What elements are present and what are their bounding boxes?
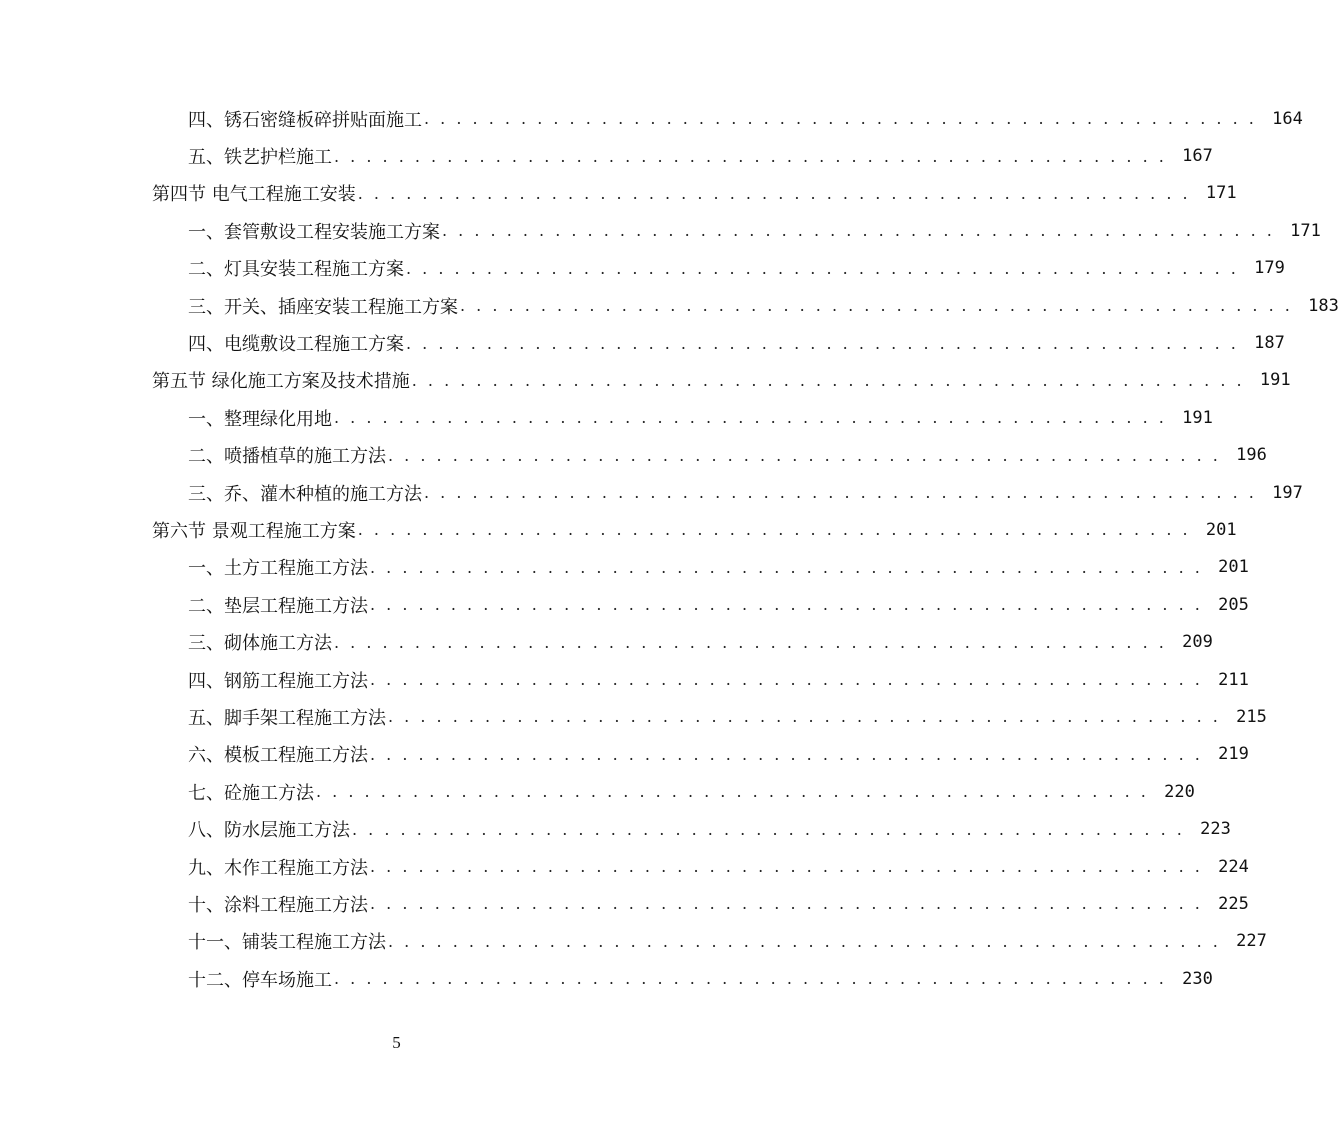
toc-entry-title: 第六节 景观工程施工方案: [152, 520, 356, 542]
toc-item-entry[interactable]: [0, 773, 1195, 810]
toc-entry-title: 三、砌体施工方法: [188, 633, 332, 655]
toc-item-entry[interactable]: [0, 399, 1213, 436]
toc-section-entry[interactable]: [0, 175, 1237, 212]
toc-item-entry[interactable]: [0, 287, 1339, 324]
toc-entry-title: 十、涂料工程施工方法: [188, 894, 368, 916]
toc-item-entry[interactable]: [0, 810, 1231, 847]
toc-entry-page: 191: [1259, 370, 1291, 391]
toc-entry-title: 四、锈石密缝板碎拼贴面施工: [188, 109, 422, 131]
toc-dot-leader: . . . . . . . . . . . . . . . . . . . . . . . . . . . . . . . . . . . . . . . . . . . . . . . . . . . .: [442, 221, 1275, 241]
toc-item-entry[interactable]: [0, 137, 1213, 174]
toc-dot-leader: . . . . . . . . . . . . . . . . . . . . . . . . . . . . . . . . . . . . . . . . . . . . . . . . . . . .: [424, 483, 1257, 503]
toc-entry-title: 二、喷播植草的施工方法: [188, 446, 386, 468]
toc-entry-title: 十一、铺装工程施工方法: [188, 932, 386, 954]
toc-entry-page: 230: [1182, 968, 1213, 989]
toc-dot-leader: . . . . . . . . . . . . . . . . . . . . . . . . . . . . . . . . . . . . . . . . . . . . . . . . . . . .: [357, 520, 1191, 540]
toc-entry-title: 三、乔、灌木种植的施工方法: [188, 483, 422, 505]
toc-entry-page: 167: [1182, 146, 1213, 167]
toc-entry-title: 二、垫层工程施工方法: [188, 595, 368, 617]
toc-dot-leader: . . . . . . . . . . . . . . . . . . . . . . . . . . . . . . . . . . . . . . . . . . . . . . . . . . . .: [334, 146, 1167, 166]
toc-item-entry[interactable]: [0, 100, 1303, 137]
toc-entry-title: 六、模板工程施工方法: [188, 745, 368, 767]
toc-entry-title: 一、套管敷设工程安装施工方案: [188, 221, 440, 243]
toc-dot-leader: . . . . . . . . . . . . . . . . . . . . . . . . . . . . . . . . . . . . . . . . . . . . . . . . . . . .: [424, 109, 1257, 129]
toc-entry-page: 196: [1236, 445, 1267, 466]
toc-item-entry[interactable]: [0, 885, 1249, 922]
toc-entry-page: 187: [1254, 333, 1285, 354]
toc-item-entry[interactable]: [0, 586, 1249, 623]
toc-item-entry[interactable]: [0, 324, 1285, 361]
toc-entry-title: 八、防水层施工方法: [188, 820, 350, 842]
toc-entry-title: 第五节 绿化施工方案及技术措施: [152, 371, 410, 393]
toc-dot-leader: . . . . . . . . . . . . . . . . . . . . . . . . . . . . . . . . . . . . . . . . . . . . . . . . . . . .: [406, 258, 1239, 278]
toc-entry-page: 211: [1218, 669, 1249, 690]
toc-entry-title: 四、电缆敷设工程施工方案: [188, 334, 404, 356]
toc-item-entry[interactable]: [0, 661, 1249, 698]
page-number: 5: [392, 1033, 401, 1052]
toc-dot-leader: . . . . . . . . . . . . . . . . . . . . . . . . . . . . . . . . . . . . . . . . . . . . . . . . . . . .: [357, 183, 1191, 203]
toc-item-entry[interactable]: [0, 736, 1249, 773]
toc-item-entry[interactable]: [0, 549, 1249, 586]
toc-dot-leader: . . . . . . . . . . . . . . . . . . . . . . . . . . . . . . . . . . . . . . . . . . . . . . . . . . . .: [334, 408, 1167, 428]
toc-entry-page: 223: [1200, 819, 1231, 840]
toc-dot-leader: . . . . . . . . . . . . . . . . . . . . . . . . . . . . . . . . . . . . . . . . . . . . . . . . . . . .: [388, 707, 1221, 727]
toc-dot-leader: . . . . . . . . . . . . . . . . . . . . . . . . . . . . . . . . . . . . . . . . . . . . . . . . . . . .: [352, 819, 1185, 839]
toc-item-entry[interactable]: [0, 212, 1321, 249]
toc-dot-leader: . . . . . . . . . . . . . . . . . . . . . . . . . . . . . . . . . . . . . . . . . . . . . . . . . . . .: [334, 632, 1167, 652]
toc-entry-title: 二、灯具安装工程施工方案: [188, 259, 404, 281]
toc-entry-page: 201: [1205, 519, 1237, 540]
toc-dot-leader: . . . . . . . . . . . . . . . . . . . . . . . . . . . . . . . . . . . . . . . . . . . . . . . . . . . .: [334, 969, 1167, 989]
toc-entry-title: 五、脚手架工程施工方法: [188, 707, 386, 729]
toc-item-entry[interactable]: [0, 623, 1213, 660]
toc-dot-leader: . . . . . . . . . . . . . . . . . . . . . . . . . . . . . . . . . . . . . . . . . . . . . . . . . . . .: [370, 595, 1203, 615]
toc-entry-page: 191: [1182, 407, 1213, 428]
toc-dot-leader: . . . . . . . . . . . . . . . . . . . . . . . . . . . . . . . . . . . . . . . . . . . . . . . . . . . .: [370, 857, 1203, 876]
toc-dot-leader: . . . . . . . . . . . . . . . . . . . . . . . . . . . . . . . . . . . . . . . . . . . . . . . . . . . .: [316, 782, 1149, 802]
toc-entry-page: 171: [1290, 220, 1321, 241]
toc-dot-leader: . . . . . . . . . . . . . . . . . . . . . . . . . . . . . . . . . . . . . . . . . . . . . . . . . . . .: [370, 670, 1203, 690]
toc-item-entry[interactable]: [0, 848, 1249, 885]
toc-section-entry[interactable]: [0, 362, 1291, 399]
toc-entry-page: 201: [1218, 557, 1249, 578]
toc-dot-leader: . . . . . . . . . . . . . . . . . . . . . . . . . . . . . . . . . . . . . . . . . . . . . . . . . . . .: [370, 894, 1203, 914]
table-of-contents: [0, 100, 1339, 997]
toc-entry-page: 179: [1254, 258, 1285, 279]
toc-entry-title: 九、木作工程施工方法: [188, 857, 368, 879]
toc-entry-title: 第四节 电气工程施工安装: [152, 184, 356, 206]
toc-item-entry[interactable]: [0, 923, 1267, 960]
toc-entry-title: 一、土方工程施工方法: [188, 558, 368, 580]
toc-entry-page: 197: [1272, 482, 1303, 503]
toc-entry-page: 205: [1218, 594, 1249, 615]
toc-entry-page: 183: [1308, 295, 1339, 316]
toc-entry-title: 十二、停车场施工: [188, 969, 332, 991]
toc-item-entry[interactable]: [0, 474, 1303, 511]
toc-dot-leader: . . . . . . . . . . . . . . . . . . . . . . . . . . . . . . . . . . . . . . . . . . . . . . . . . . . .: [460, 296, 1293, 316]
toc-item-entry[interactable]: [0, 437, 1267, 474]
toc-dot-leader: . . . . . . . . . . . . . . . . . . . . . . . . . . . . . . . . . . . . . . . . . . . . . . . . . . . .: [370, 744, 1203, 764]
toc-entry-page: 164: [1272, 108, 1303, 129]
toc-dot-leader: . . . . . . . . . . . . . . . . . . . . . . . . . . . . . . . . . . . . . . . . . . . . . . . . . . . .: [370, 557, 1203, 577]
toc-entry-page: 227: [1236, 931, 1267, 952]
toc-entry-page: 225: [1218, 893, 1249, 914]
toc-item-entry[interactable]: [0, 698, 1267, 735]
toc-dot-leader: . . . . . . . . . . . . . . . . . . . . . . . . . . . . . . . . . . . . . . . . . . . . . . . . . . . .: [388, 445, 1221, 465]
toc-entry-page: 224: [1218, 856, 1249, 877]
toc-entry-title: 三、开关、插座安装工程施工方案: [188, 296, 458, 318]
toc-entry-title: 四、钢筋工程施工方法: [188, 670, 368, 692]
toc-entry-page: 220: [1164, 781, 1195, 802]
toc-item-entry[interactable]: [0, 960, 1213, 997]
toc-entry-page: 219: [1218, 744, 1249, 765]
toc-entry-title: 七、砼施工方法: [188, 782, 314, 804]
toc-entry-page: 171: [1205, 183, 1237, 204]
toc-entry-page: 209: [1182, 632, 1213, 653]
toc-dot-leader: . . . . . . . . . . . . . . . . . . . . . . . . . . . . . . . . . . . . . . . . . . . . . . . . . . . .: [411, 370, 1245, 390]
toc-entry-title: 五、铁艺护栏施工: [188, 147, 332, 169]
toc-section-entry[interactable]: [0, 511, 1237, 548]
toc-entry-page: 215: [1236, 706, 1267, 727]
toc-dot-leader: . . . . . . . . . . . . . . . . . . . . . . . . . . . . . . . . . . . . . . . . . . . . . . . . . . . .: [406, 333, 1239, 353]
toc-entry-title: 一、整理绿化用地: [188, 408, 332, 430]
toc-item-entry[interactable]: [0, 250, 1285, 287]
toc-dot-leader: . . . . . . . . . . . . . . . . . . . . . . . . . . . . . . . . . . . . . . . . . . . . . . . . . . . .: [388, 931, 1221, 951]
